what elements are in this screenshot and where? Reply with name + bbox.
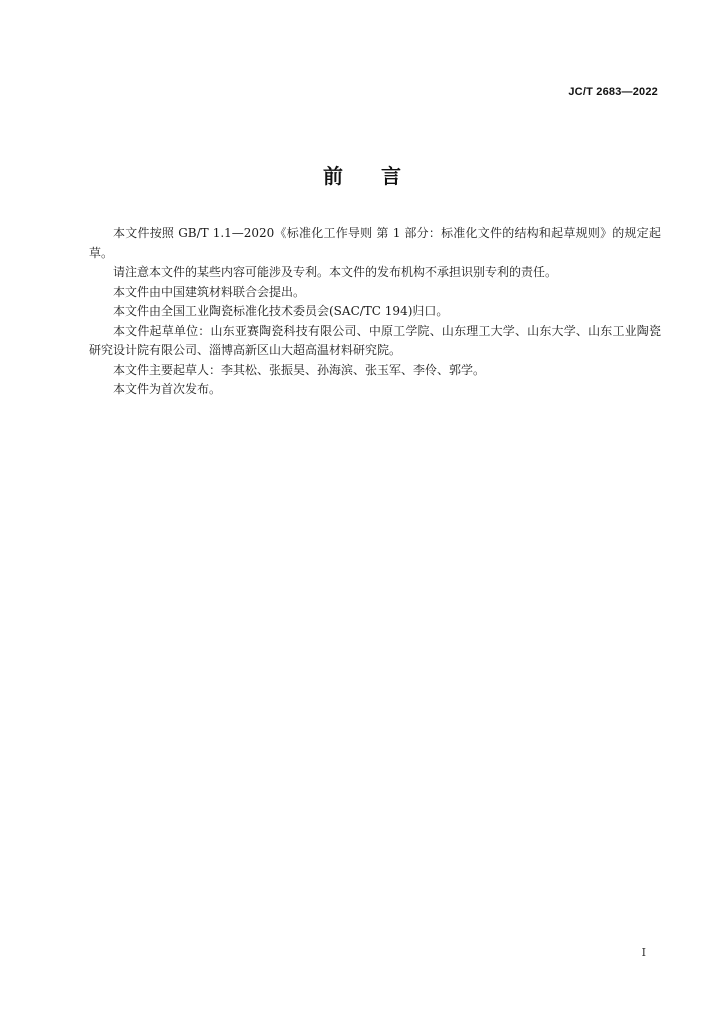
preface-body: [89, 224, 661, 400]
paragraph-drafters: 本文件主要起草人：李其松、张振昊、孙海滨、张玉军、李伶、郭学。: [113, 362, 486, 377]
page-number: I: [641, 946, 646, 959]
paragraph-first-release: 本文件为首次发布。: [113, 382, 222, 396]
paragraph-patent-notice: 请注意本文件的某些内容可能涉及专利。本文件的发布机构不承担识别专利的责任。: [113, 265, 558, 279]
page-title: 前言: [323, 164, 439, 188]
standard-code: JC/T 2683—2022: [568, 86, 658, 98]
paragraph-drafting-units: 本文件起草单位：山东亚赛陶瓷科技有限公司、中原工学院、山东理工大学、山东大学、山东工业陶瓷研究设计院有限公司、淄博高新区山大超高温材料研究院。: [89, 323, 661, 357]
paragraph-committee: 本文件由全国工业陶瓷标准化技术委员会(SAC/TC 194)归口。: [113, 304, 449, 318]
paragraph-drafting-basis: 本文件按照 GB/T 1.1—2020《标准化工作导则 第 1 部分：标准化文件的结构和起草规则》的规定起草。: [89, 226, 661, 260]
paragraph-proposer: 本文件由中国建筑材料联合会提出。: [113, 284, 306, 299]
